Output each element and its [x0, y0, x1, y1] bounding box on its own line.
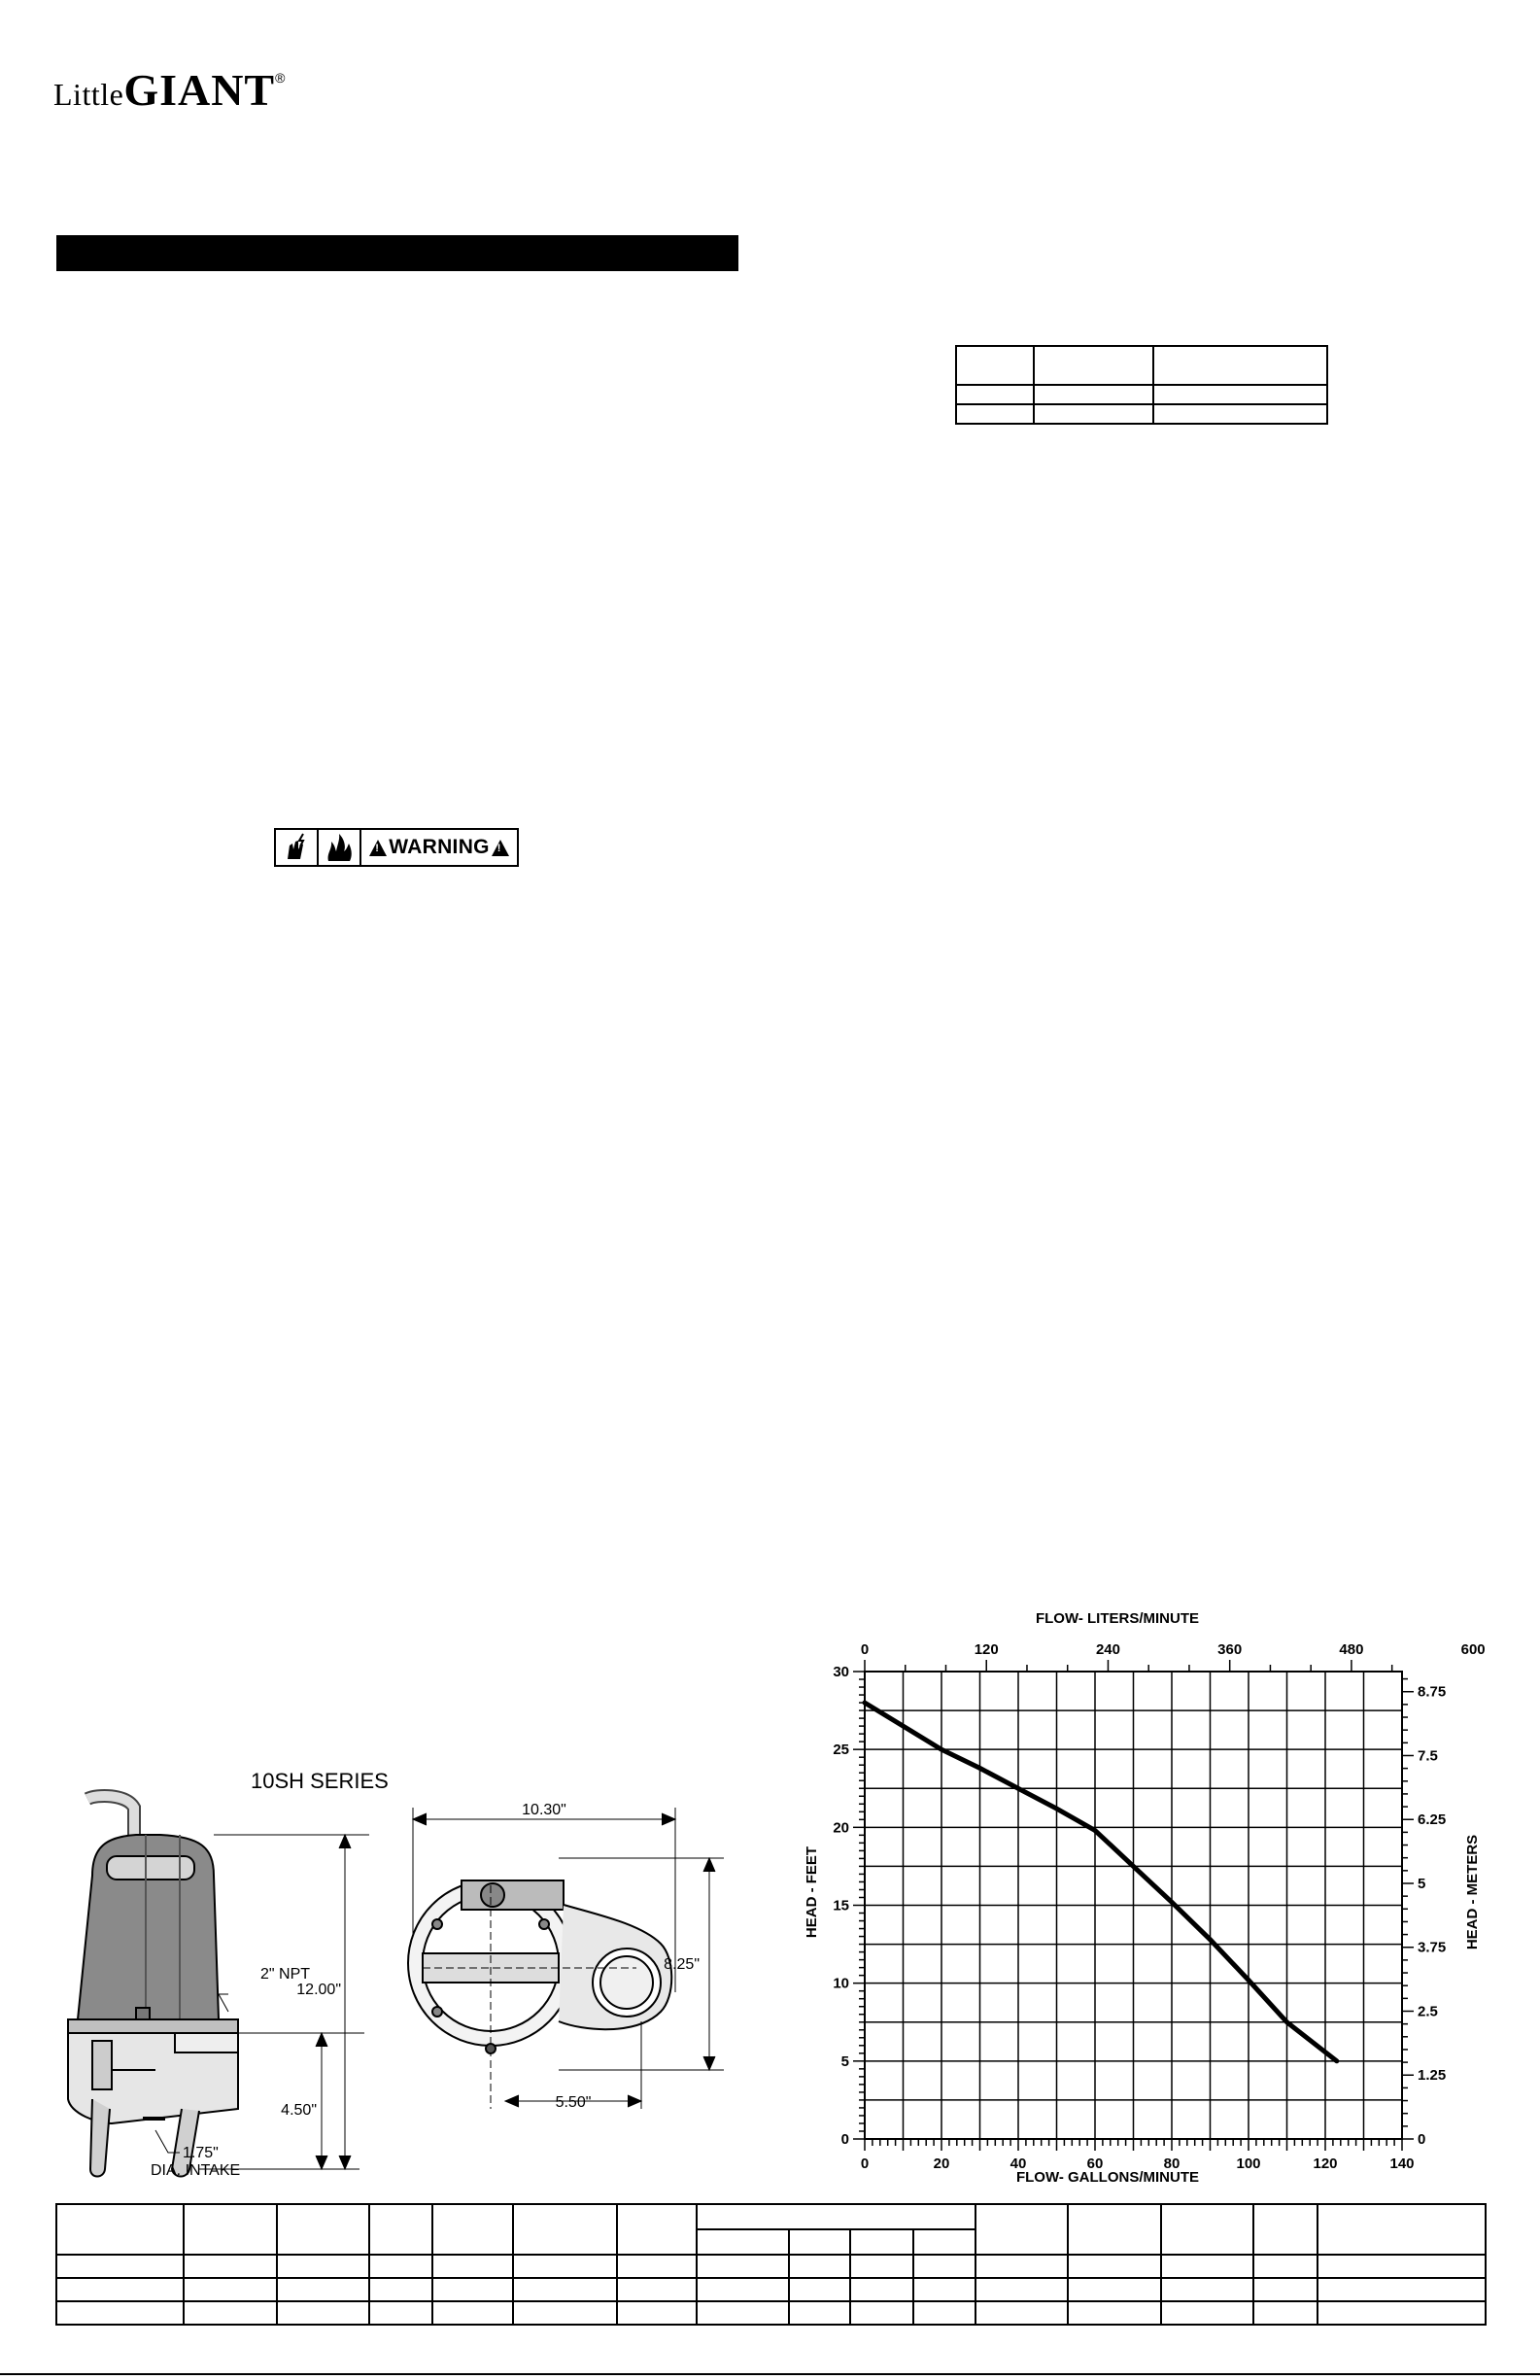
- chart-y-right-tick-label: 1.25: [1418, 2067, 1447, 2085]
- chart-y-right-tick-label: 3.75: [1418, 1939, 1447, 1956]
- chart-x-tick-label: 100: [1236, 2156, 1261, 2172]
- table-row: [56, 2255, 1486, 2278]
- dim-width-label: 10.30": [522, 1802, 566, 1818]
- dim-height-label: 12.00": [296, 1982, 341, 1998]
- specifications-table: [55, 2203, 1487, 2326]
- logo-little: Little: [53, 77, 124, 112]
- dim-offset-label: 5.50": [555, 2094, 592, 2111]
- logo-registered-mark: ®: [275, 70, 286, 86]
- chart-y-tick-label: 30: [833, 1664, 849, 1680]
- little-giant-logo: [53, 64, 285, 113]
- footer-rule: [0, 2373, 1540, 2375]
- table-row: [956, 346, 1327, 385]
- chart-xlabel-top: FLOW- LITERS/MINUTE: [1035, 1610, 1200, 1627]
- chart-ylabel: HEAD - FEET: [804, 1845, 820, 1939]
- table-row: [56, 2301, 1486, 2325]
- model-spec-table: [955, 345, 1328, 425]
- chart-x-tick-label: 0: [860, 2156, 870, 2172]
- warning-badge: [359, 830, 517, 865]
- section-header-bar: [56, 235, 738, 271]
- dim-outlet-label: 2" NPT: [260, 1966, 311, 1983]
- chart-y-right-tick-label: 7.5: [1418, 1747, 1438, 1765]
- warning-text: WARNING: [389, 836, 490, 858]
- series-title: 10SH SERIES: [251, 1769, 389, 1793]
- dim-depth-label: 8.25": [664, 1956, 700, 1973]
- chart-y-right-tick-label: 8.75: [1418, 1683, 1447, 1701]
- chart-y-right-tick-label: 5: [1418, 1875, 1426, 1892]
- chart-x-tick-label: 140: [1389, 2156, 1415, 2172]
- warning-triangle-icon: [492, 840, 509, 856]
- chart-y-tick-label: 20: [833, 1819, 849, 1837]
- chart-y-right-tick-label: 2.5: [1418, 2003, 1438, 2020]
- logo-giant: GIANT: [123, 65, 276, 115]
- dim-base-height-label: 4.50": [281, 2102, 317, 2119]
- performance-curve: [865, 1703, 1337, 2061]
- chart-y-right-tick-label: 0: [1418, 2131, 1426, 2148]
- chart-y-tick-label: 25: [833, 1742, 849, 1759]
- chart-x-top-tick-label: 240: [1095, 1641, 1120, 1658]
- dim-intake-label: 1.75": [183, 2145, 219, 2161]
- pump-dimension-drawing: [53, 1788, 734, 2196]
- chart-x-top-tick-label: 480: [1339, 1641, 1364, 1658]
- performance-chart: [797, 1604, 1496, 2187]
- chart-x-top-tick-label: 0: [860, 1641, 870, 1658]
- chart-x-tick-label: 60: [1086, 2156, 1104, 2172]
- chart-x-top-tick-label: 600: [1460, 1641, 1486, 1658]
- chart-x-top-tick-label: 120: [974, 1641, 999, 1658]
- chart-x-top-tick-label: 360: [1217, 1641, 1243, 1658]
- chart-y-tick-label: 15: [833, 1897, 849, 1914]
- chart-y-tick-label: 10: [833, 1975, 849, 1992]
- table-row: [56, 2278, 1486, 2301]
- chart-x-tick-label: 120: [1313, 2156, 1338, 2172]
- chart-y-tick-label: 0: [840, 2131, 849, 2148]
- chart-x-tick-label: 40: [1010, 2156, 1027, 2172]
- warning-label: [274, 828, 519, 867]
- fire-hazard-icon: [317, 830, 359, 865]
- chart-ylabel-right: HEAD - METERS: [1464, 1834, 1481, 1950]
- chart-xlabel: FLOW- GALLONS/MINUTE: [1015, 2169, 1200, 2186]
- warning-triangle-icon: [369, 840, 387, 856]
- chart-x-tick-label: 20: [933, 2156, 950, 2172]
- dim-intake-desc: DIA. INTAKE: [151, 2162, 241, 2179]
- chart-y-right-tick-label: 6.25: [1418, 1811, 1447, 1829]
- electric-shock-hand-icon: [276, 830, 317, 865]
- table-row: [56, 2204, 1486, 2229]
- chart-y-tick-label: 5: [840, 2052, 849, 2070]
- chart-x-tick-label: 80: [1163, 2156, 1181, 2172]
- table-row: [956, 404, 1327, 424]
- table-row: [956, 385, 1327, 404]
